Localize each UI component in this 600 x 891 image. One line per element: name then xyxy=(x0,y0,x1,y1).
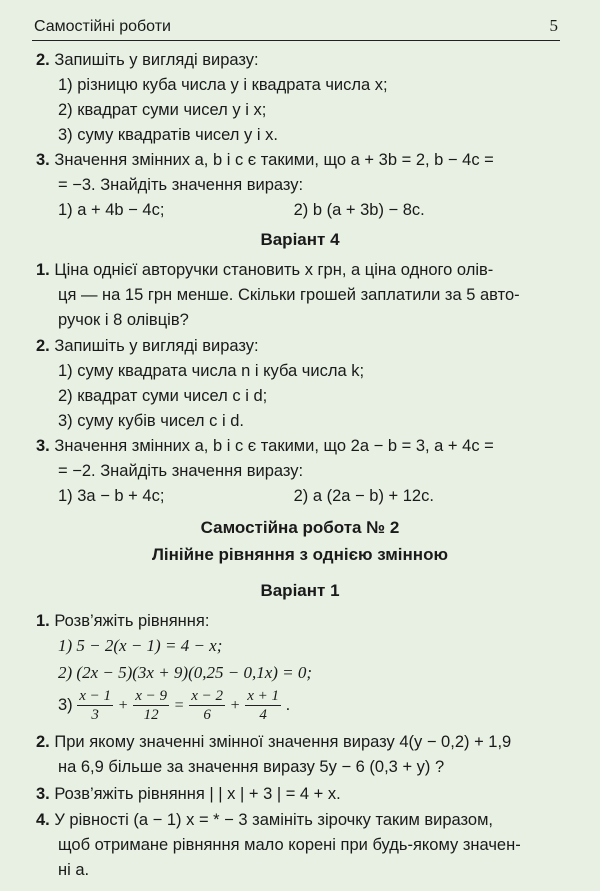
fraction: $\frac{x - 9}{12}$ xyxy=(135,688,168,724)
task-text: Запишіть у вигляді виразу: xyxy=(54,51,259,69)
fraction: $\frac{x - 1}{3}$ xyxy=(79,688,112,724)
option-2: 2) b (а + 3b) − 8c. xyxy=(293,201,425,219)
task-number: 2. xyxy=(36,51,50,69)
work-2-variant-title: Варіант 1 xyxy=(260,581,340,600)
fraction: $\frac{x - 2}{6}$ xyxy=(191,688,224,724)
operator: + xyxy=(118,696,128,714)
task-3-line-2: = −3. Знайдіть значення виразу: xyxy=(58,176,304,194)
operator: = xyxy=(174,696,184,714)
equation-3 xyxy=(58,686,290,725)
w2-task-4-line-3: ні а. xyxy=(58,861,90,879)
task-3-line-1 xyxy=(36,148,494,172)
variant-4-title: Варіант 4 xyxy=(260,230,340,249)
task-text: Розв’яжіть рівняння: xyxy=(54,612,210,630)
task-text: Значення змінних а, b і с є такими, що а + 3b = 2, b − 4c = xyxy=(54,151,494,169)
fraction: $\frac{x + 1}{4}$ xyxy=(247,688,280,724)
w2-task-2-line-1 xyxy=(36,730,511,754)
task-2-item-2: 2) квадрат суми чисел у і х; xyxy=(58,101,267,119)
option-2: 2) а (2а − b) + 12c. xyxy=(293,487,434,505)
v4-task-3-line-2: = −2. Знайдіть значення виразу: xyxy=(58,462,304,480)
operator: + xyxy=(230,696,240,714)
task-number: 4. xyxy=(36,811,50,829)
task-2-item-3: 3) суму квадратів чисел у і х. xyxy=(58,126,278,144)
task-number: 1. xyxy=(36,261,50,279)
w2-task-4-line-2: щоб отримане рівняння мало корені при будь-якому значен- xyxy=(58,836,521,854)
w2-task-1-prompt xyxy=(36,609,209,633)
work-2-subtitle: Лінійне рівняння з однією змінною xyxy=(152,545,448,564)
task-number: 3. xyxy=(36,437,50,455)
page-number: 5 xyxy=(549,16,558,35)
w2-task-2-line-2: на 6,9 більше за значення виразу 5у − 6 (0,3 + у) ? xyxy=(58,758,445,776)
page-header xyxy=(32,18,560,41)
task-2-prompt xyxy=(36,48,259,72)
equation-1: 1) 5 − 2(х − 1) = 4 − х; xyxy=(58,636,223,655)
task-number: 3. xyxy=(36,785,50,803)
equation-2: 2) (2х − 5)(3х + 9)(0,25 − 0,1х) = 0; xyxy=(58,663,313,682)
task-text: Розв’яжіть рівняння | | х | + 3 | = 4 + х. xyxy=(54,785,341,803)
v4-task-2-prompt xyxy=(36,334,259,358)
v4-task-3-line-1 xyxy=(36,434,494,458)
header-title: Самостійні роботи xyxy=(34,18,171,35)
v4-task-2-item-3: 3) суму кубів чисел с і d. xyxy=(58,412,244,430)
equation-3-label: 3) xyxy=(58,696,73,714)
task-number: 2. xyxy=(36,337,50,355)
task-3-options xyxy=(58,198,425,222)
v4-task-1-line-3: ручок і 8 олівців? xyxy=(58,311,189,329)
task-text: Запишіть у вигляді виразу: xyxy=(54,337,259,355)
task-number: 2. xyxy=(36,733,50,751)
option-1: 1) 3а − b + 4c; xyxy=(58,487,165,505)
equation-3-end: . xyxy=(285,696,291,714)
w2-task-4-line-1 xyxy=(36,808,493,832)
task-text: У рівності (а − 1) х = * − 3 замініть зірочку таким виразом, xyxy=(54,811,494,829)
task-number: 3. xyxy=(36,151,50,169)
v4-task-3-options xyxy=(58,484,434,508)
task-text: При якому значенні змінної значення виразу 4(у − 0,2) + 1,9 xyxy=(54,733,512,751)
v4-task-2-item-2: 2) квадрат суми чисел с і d; xyxy=(58,387,268,405)
task-text: Значення змінних а, b і с є такими, що 2а − b = 3, а + 4c = xyxy=(54,437,494,455)
v4-task-1-line-2: ця — на 15 грн менше. Скільки грошей заплатили за 5 авто- xyxy=(58,286,520,304)
v4-task-2-item-1: 1) суму квадрата числа n і куба числа k; xyxy=(58,362,365,380)
task-number: 1. xyxy=(36,612,50,630)
task-2-item-1: 1) різницю куба числа у і квадрата числа х; xyxy=(58,76,388,94)
v4-task-1-line-1 xyxy=(36,258,493,282)
option-1: 1) а + 4b − 4c; xyxy=(58,201,165,219)
work-2-title: Самостійна робота № 2 xyxy=(200,518,400,537)
task-text: Ціна однієї авторучки становить х грн, а ціна одного олів- xyxy=(54,261,494,279)
w2-task-3 xyxy=(36,782,341,806)
